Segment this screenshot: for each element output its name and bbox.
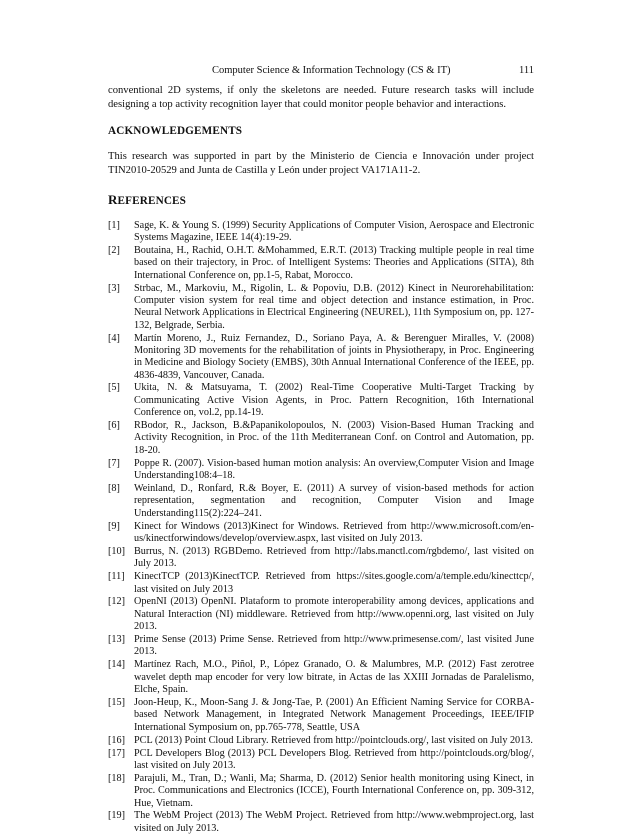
reference-text: PCL (2013) Point Cloud Library. Retrieved from http://pointclouds.org/, last visited on July 2013. — [134, 734, 533, 746]
acknowledgements-heading: ACKNOWLEDGEMENTS — [108, 124, 243, 137]
reference-number: [3] — [108, 282, 120, 294]
reference-item — [108, 546, 534, 571]
reference-number: [4] — [108, 332, 120, 344]
reference-number: [15] — [108, 697, 125, 708]
reference-number: [9] — [108, 520, 120, 532]
reference-text: Martínez Rach, M.O., Piñol, P., López Granado, O. & Malumbres, M.P. (2012) Fast zerotree wavelet depth map encoder for very low bitrate, in Actas de las XXIII Jornadas de Paralelismo, Elche, Spain. — [134, 659, 534, 696]
reference-text: Kinect for Windows (2013)Kinect for Windows. Retrieved from http://www.microsoft.com/en-us/kinectforwindows/develop/overview.aspx, last visited on July 2013. — [134, 520, 534, 544]
reference-number: [12] — [108, 596, 125, 608]
reference-item — [108, 333, 534, 382]
reference-text: Boutaina, H., Rachid, O.H.T. &Mohammed, E.R.T. (2013) Tracking multiple people in real time based on their trajectory, in Proc. of Intelligent Systems: Theories and Applications (SITA), 8th International Conference on, pp.1-5, Rabat, Morocco. — [134, 244, 534, 281]
reference-text: RBodor, R., Jackson, B.&Papanikolopoulos, N. (2003) Vision-Based Human Tracking and Activity Recognition, in Proc. of the 11th Mediterranean Conf. on Control and Automation, pp. 18-20. — [134, 420, 534, 456]
reference-item — [108, 220, 534, 245]
reference-number: [10] — [108, 545, 125, 557]
reference-number: [7] — [108, 457, 120, 469]
references-heading-initial: R — [108, 191, 118, 207]
reference-item — [108, 773, 534, 810]
reference-text: Poppe R. (2007). Vision-based human motion analysis: An overview,Computer Vision and Image Understanding108:4–18. — [134, 457, 534, 482]
reference-item — [108, 521, 534, 546]
reference-text: Burrus, N. (2013) RGBDemo. Retrieved from http://labs.manctl.com/rgbdemo/, last visited on July 2013. — [134, 545, 534, 570]
reference-text: The WebM Project (2013) The WebM Project. Retrieved from http://www.webmproject.org, last visited on July 2013. — [134, 810, 534, 834]
references-heading-rest: EFERENCES — [117, 194, 187, 207]
reference-number: [6] — [108, 420, 120, 432]
reference-item — [108, 571, 534, 596]
reference-text: Joon-Heup, K., Moon-Sang J. & Jong-Tae, P. (2001) An Efficient Naming Service for CORBA-based Network Management, in Integrated Network Management Proceedings, IEEE/IFIP International Symposium on, pp.765-778, Seattle, USA — [134, 697, 534, 733]
reference-text: OpenNI (2013) OpenNI. Plataform to promote interoperability among devices, applications and Natural Interaction (NI) middleware. Retrieved from http://www.openni.org, last visited on July 2013. — [134, 596, 534, 633]
reference-number: [5] — [108, 382, 120, 394]
reference-text: Sage, K. & Young S. (1999) Security Applications of Computer Vision, Aerospace and Electronic Systems Magazine, IEEE 14(4):19-29. — [134, 219, 534, 243]
reference-text: PCL Developers Blog (2013) PCL Developers Blog. Retrieved from http://pointclouds.org/blog/, last visited on July 2013. — [134, 747, 534, 771]
reference-text: Ukita, N. & Matsuyama, T. (2002) Real-Time Cooperative Multi-Target Tracking by Communicating Active Vision Agents, in Proc. Pattern Recognition, 16th International Conference on, vol.2, pp.14-19. — [134, 382, 534, 419]
reference-item — [108, 382, 534, 419]
running-title: Computer Science & Information Technology (CS & IT) — [212, 65, 451, 76]
reference-item — [108, 283, 534, 332]
reference-number: [14] — [108, 659, 125, 671]
reference-number: [11] — [108, 571, 125, 583]
reference-number: [13] — [108, 634, 125, 646]
references-heading — [108, 193, 534, 208]
reference-number: [19] — [108, 810, 125, 822]
reference-number: [18] — [108, 772, 125, 784]
reference-number: [1] — [108, 219, 120, 231]
reference-item — [108, 483, 534, 520]
page-number: 111 — [519, 65, 534, 76]
reference-number: [8] — [108, 483, 120, 494]
reference-item — [108, 458, 534, 483]
reference-text: Weinland, D., Ronfard, R.& Boyer, E. (2011) A survey of vision-based methods for action representation, segmentation and recognition, Computer Vision and Image Understanding115(2):224–241. — [134, 483, 534, 519]
page-body — [108, 84, 534, 835]
reference-text: KinectTCP (2013)KinectTCP. Retrieved from https://sites.google.com/a/temple.edu/kinecttcp/, last visited on July 2013 — [134, 571, 534, 595]
intro-paragraph: conventional 2D systems, if only the skeletons are needed. Future research tasks will include designing a top activity recognition layer that could monitor people behavior and interactions. — [108, 85, 534, 111]
acknowledgements-text: This research was supported in part by the Ministerio de Ciencia e Innovación under project TIN2010-20529 and Junta de Castilla y León under project VA171A11-2. — [108, 150, 534, 177]
reference-text: Strbac, M., Markoviu, M., Rigolin, L. & Popoviu, D.B. (2012) Kinect in Neurorehabilitation: Computer vision system for real time and object detection and instance estimation, in Proc. Neural Network Applications in Electrical Engineering (NEUREL), 11th Symposium on, pp. 127-132, Belgrade, Serbia. — [134, 282, 534, 331]
reference-number: [17] — [108, 747, 125, 759]
reference-text: Parajuli, M., Tran, D.; Wanli, Ma; Sharma, D. (2012) Senior health monitoring using Kinect, in Proc. Communications and Electronics (ICCE), Fourth International Conference on, pp. 309-312, Hue, Vietnam. — [134, 772, 534, 809]
reference-item — [108, 245, 534, 282]
reference-item — [108, 596, 534, 633]
reference-item — [108, 697, 534, 734]
reference-number: [16] — [108, 734, 125, 746]
reference-item — [108, 659, 534, 696]
reference-item — [108, 810, 534, 835]
reference-number: [2] — [108, 244, 120, 256]
reference-item — [108, 420, 534, 457]
reference-list — [108, 220, 534, 835]
reference-text: Martín Moreno, J., Ruiz Fernandez, D., Soriano Paya, A. & Berenguer Miralles, V. (2008) Monitoring 3D movements for the rehabilitation of joints in Physiotherapy, in Proc. Engineering in Medicine and Biology Society (EMBS), 30th Annual International Conference of the IEEE, pp. 4836-4839, Vancouver, Canada. — [134, 332, 534, 381]
reference-item — [108, 634, 534, 659]
reference-item — [108, 748, 534, 773]
reference-item — [108, 735, 534, 747]
reference-text: Prime Sense (2013) Prime Sense. Retrieved from http://www.primesense.com/, last visited June 2013. — [134, 634, 534, 658]
